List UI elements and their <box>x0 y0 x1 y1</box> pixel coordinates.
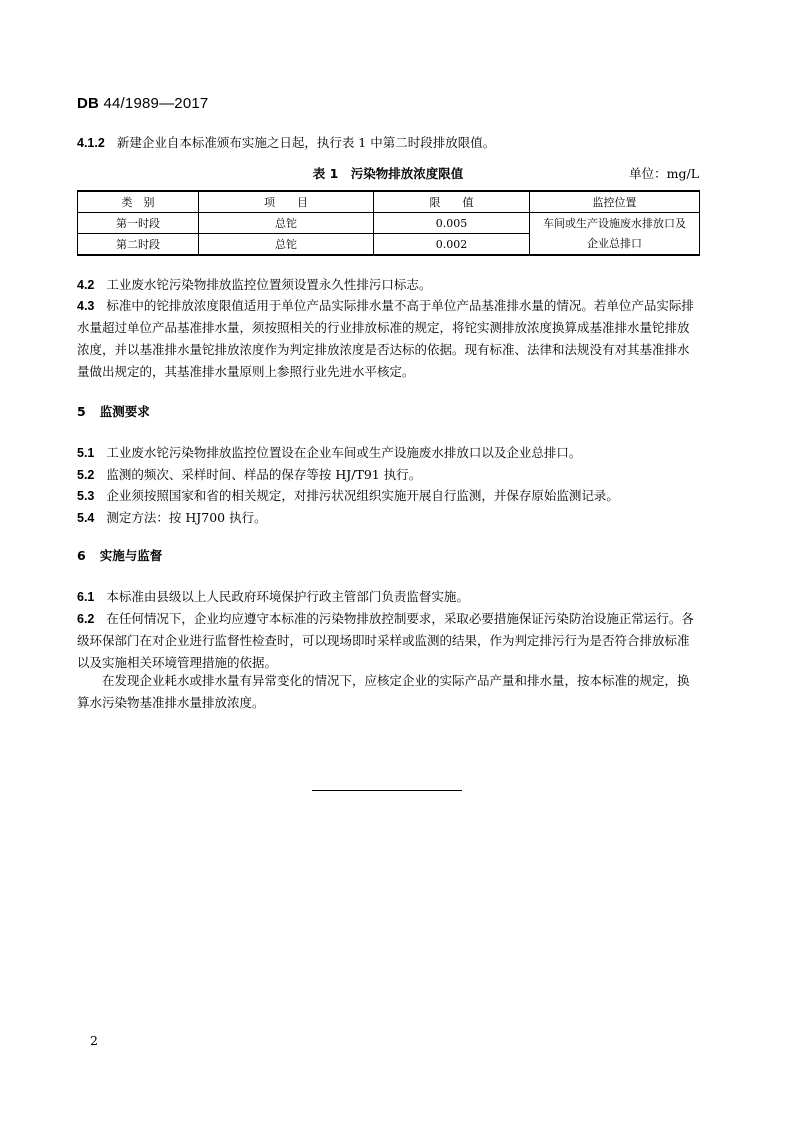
clause-5-3 <box>77 485 699 507</box>
clause-text: 企业须按照国家和省的相关规定，对排污状况组织实施开展自行监测，并保存原始监测记录。 <box>106 488 619 503</box>
header-location: 监控位置 <box>530 191 700 213</box>
table-unit: 单位：mg/L <box>629 166 699 181</box>
clause-6-2 <box>77 608 699 674</box>
section-6-heading <box>77 546 162 564</box>
cell-limit: 0.002 <box>374 234 530 256</box>
section-number: 5 <box>77 404 86 419</box>
cell-item: 总铊 <box>199 213 374 234</box>
clause-6-1 <box>77 586 699 608</box>
table-caption: 表 1 污染物排放浓度限值 <box>312 166 464 181</box>
clause-number: 4.3 <box>77 299 95 313</box>
location-line-2: 企业总排口 <box>587 236 642 250</box>
standard-number: 44/1989—2017 <box>103 95 209 112</box>
clause-text: 监测的频次、采样时间、样品的保存等按 HJ/T91 执行。 <box>106 467 422 482</box>
clause-5-1 <box>77 442 699 464</box>
clause-text: 工业废水铊污染物排放监控位置须设置永久性排污口标志。 <box>106 277 432 292</box>
clause-4-3 <box>77 295 699 383</box>
clause-text: 新建企业自本标准颁布实施之日起，执行表 1 中第二时段排放限值。 <box>116 135 496 150</box>
cell-category: 第二时段 <box>78 234 199 256</box>
clause-number: 6.2 <box>77 612 95 626</box>
section-number: 6 <box>77 548 86 563</box>
section-5-heading <box>77 402 150 420</box>
clause-text: 在任何情况下，企业均应遵守本标准的污染物排放控制要求，采取必要措施保证污染防治设施正常运行。各级环保部门在对企业进行监督性检查时，可以现场即时采样或监测的结果，作为判定排污行为是否符合排放标准以及实施相关环境管理措施的依据。 <box>77 611 694 670</box>
table-header-row <box>78 191 700 213</box>
page-number: 2 <box>90 1033 98 1048</box>
header-limit: 限 值 <box>374 191 530 213</box>
clause-text: 本标准由县级以上人民政府环境保护行政主管部门负责监督实施。 <box>106 589 469 604</box>
clause-number: 6.1 <box>77 590 95 604</box>
clause-number: 5.4 <box>77 511 95 525</box>
table-row <box>78 213 700 234</box>
clause-4-2 <box>77 274 699 296</box>
clause-text: 标准中的铊排放浓度限值适用于单位产品实际排水量不高于单位产品基准排水量的情况。若单位产品实际排水量超过单位产品基准排水量，须按照相关的行业排放标准的规定，将铊实测排放浓度换算成基准排水量铊排放浓度，并以基准排水量铊排放浓度作为判定排放浓度是否达标的依据。现有标准、法律和法规没有对其基准排水量做出规定的，其基准排水量原则上参照行业先进水平核定。 <box>77 298 694 379</box>
section-title: 监测要求 <box>99 404 150 419</box>
table-caption-row <box>77 164 699 184</box>
location-line-1: 车间或生产设施废水排放口及 <box>543 216 686 230</box>
clause-number: 4.1.2 <box>77 136 105 150</box>
end-rule <box>312 790 462 791</box>
document-code-header <box>77 95 208 112</box>
cell-limit: 0.005 <box>374 213 530 234</box>
clause-5-2 <box>77 464 699 486</box>
section-6-paragraph: 在发现企业耗水或排水量有异常变化的情况下，应核定企业的实际产品产量和排水量，按本标准的规定，换算水污染物基准排水量排放浓度。 <box>77 673 690 710</box>
cell-location <box>530 213 700 256</box>
cell-category: 第一时段 <box>78 213 199 234</box>
section-title: 实施与监督 <box>99 548 163 563</box>
clause-number: 5.1 <box>77 446 95 460</box>
clause-number: 5.3 <box>77 489 95 503</box>
clause-number: 5.2 <box>77 468 95 482</box>
clause-5-4 <box>77 507 699 529</box>
header-item: 项 目 <box>199 191 374 213</box>
emission-limit-table <box>77 190 700 256</box>
header-category: 类 别 <box>78 191 199 213</box>
clause-number: 4.2 <box>77 278 95 292</box>
clause-text: 工业废水铊污染物排放监控位置设在企业车间或生产设施废水排放口以及企业总排口。 <box>106 445 582 460</box>
standard-prefix: DB <box>77 95 100 112</box>
clause-text: 测定方法：按 HJ700 执行。 <box>106 510 267 525</box>
clause-4-1-2 <box>77 132 699 154</box>
cell-item: 总铊 <box>199 234 374 256</box>
